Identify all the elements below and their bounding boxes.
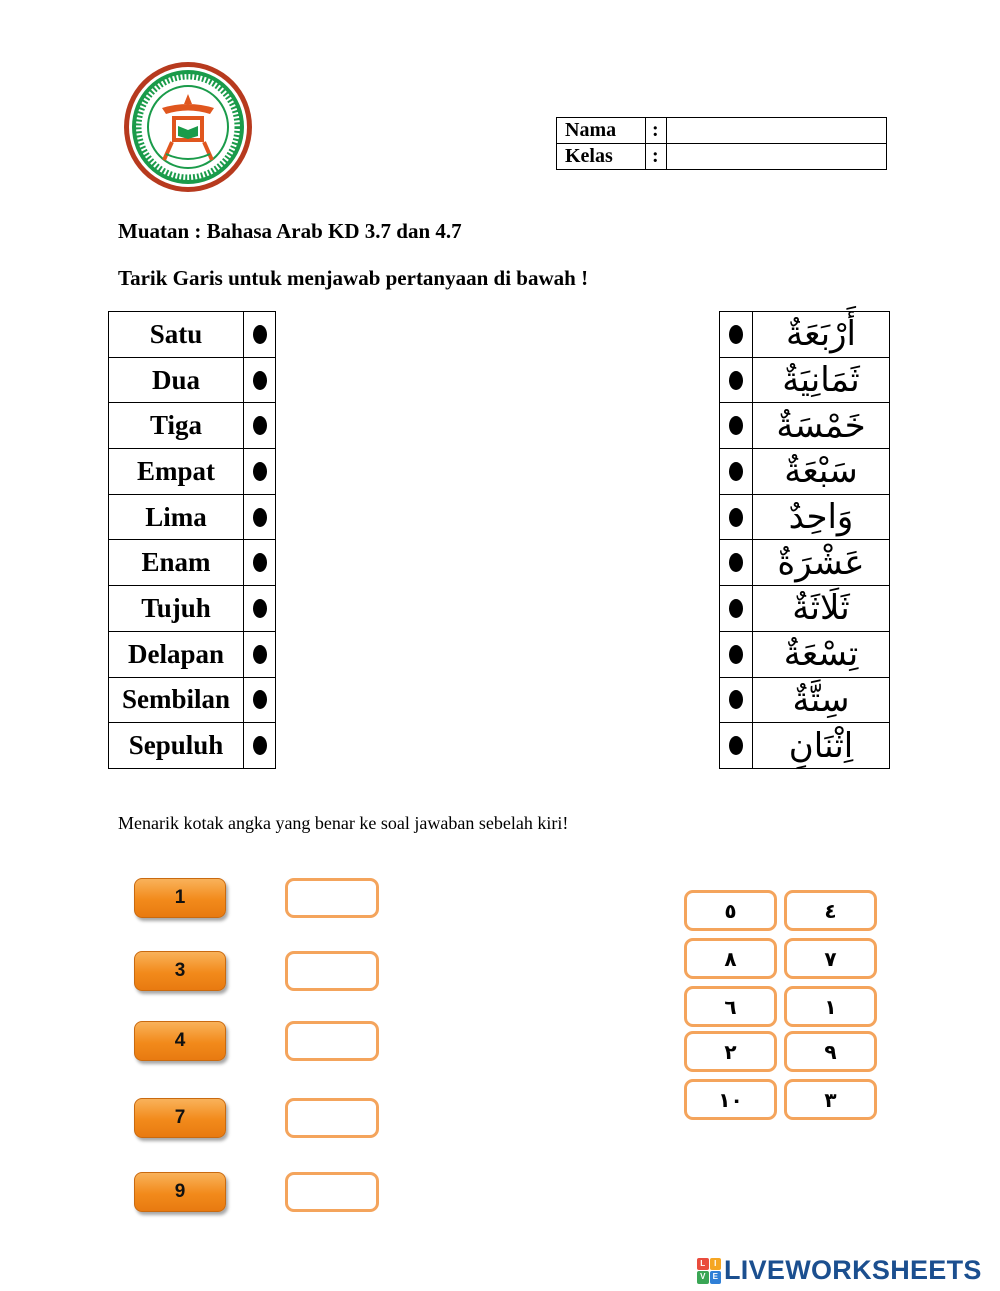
left-row — [109, 357, 276, 403]
right-connector-dot[interactable] — [720, 449, 753, 495]
indonesian-word: Tujuh — [109, 586, 244, 632]
right-row — [720, 677, 890, 723]
left-row — [109, 449, 276, 495]
arabic-word: تِسْعَةٌ — [753, 631, 890, 677]
right-row — [720, 631, 890, 677]
arabic-numbers-table — [719, 311, 890, 769]
right-connector-dot[interactable] — [720, 586, 753, 632]
class-colon: : — [646, 144, 667, 170]
right-row — [720, 312, 890, 358]
arabic-word: أَرْبَعَةٌ — [753, 312, 890, 358]
arabic-numeral-tile[interactable]: ١٠ — [684, 1079, 777, 1120]
class-field[interactable] — [667, 144, 887, 170]
left-connector-dot[interactable] — [244, 540, 276, 586]
arabic-numeral-tile[interactable]: ١ — [784, 986, 877, 1027]
icon-letter: L — [697, 1258, 709, 1271]
right-row — [720, 586, 890, 632]
right-row — [720, 357, 890, 403]
arabic-numeral-tile[interactable]: ٣ — [784, 1079, 877, 1120]
left-row — [109, 540, 276, 586]
indonesian-word: Dua — [109, 357, 244, 403]
arabic-numeral-tile[interactable]: ٨ — [684, 938, 777, 979]
matching-instruction: Tarik Garis untuk menjawab pertanyaan di bawah ! — [118, 266, 589, 290]
right-row — [720, 403, 890, 449]
arabic-numeral-tile[interactable]: ٧ — [784, 938, 877, 979]
number-button[interactable]: 3 — [134, 951, 226, 991]
left-connector-dot[interactable] — [244, 631, 276, 677]
left-connector-dot[interactable] — [244, 586, 276, 632]
right-row — [720, 540, 890, 586]
arabic-word: خَمْسَةٌ — [753, 403, 890, 449]
drag-instruction: Menarik kotak angka yang benar ke soal jawaban sebelah kiri! — [118, 813, 569, 833]
number-button[interactable]: 7 — [134, 1098, 226, 1138]
left-connector-dot[interactable] — [244, 494, 276, 540]
indonesian-word: Lima — [109, 494, 244, 540]
left-row — [109, 677, 276, 723]
answer-drop-zone[interactable] — [285, 951, 379, 991]
right-row — [720, 494, 890, 540]
number-button[interactable]: 4 — [134, 1021, 226, 1061]
left-connector-dot[interactable] — [244, 312, 276, 358]
arabic-word: ثَمَانِيَةٌ — [753, 357, 890, 403]
liveworksheets-logo[interactable] — [697, 1255, 982, 1286]
icon-letter: E — [710, 1271, 722, 1284]
left-connector-dot[interactable] — [244, 357, 276, 403]
answer-drop-zone[interactable] — [285, 1172, 379, 1212]
left-row — [109, 494, 276, 540]
liveworksheets-icon — [697, 1258, 721, 1284]
class-row — [557, 144, 887, 170]
right-connector-dot[interactable] — [720, 403, 753, 449]
indonesian-word: Enam — [109, 540, 244, 586]
right-connector-dot[interactable] — [720, 494, 753, 540]
student-identity-table — [556, 117, 887, 170]
left-row — [109, 723, 276, 769]
indonesian-word: Sembilan — [109, 677, 244, 723]
arabic-word: سِتَّةٌ — [753, 677, 890, 723]
subject-line: Muatan : Bahasa Arab KD 3.7 dan 4.7 — [118, 219, 462, 243]
brand-text: LIVEWORKSHEETS — [724, 1255, 982, 1285]
icon-letter: V — [697, 1271, 709, 1284]
left-row — [109, 403, 276, 449]
right-row — [720, 723, 890, 769]
indonesian-word: Tiga — [109, 403, 244, 449]
left-connector-dot[interactable] — [244, 677, 276, 723]
indonesian-word: Delapan — [109, 631, 244, 677]
right-connector-dot[interactable] — [720, 312, 753, 358]
answer-drop-zone[interactable] — [285, 878, 379, 918]
arabic-word: عَشْرَةٌ — [753, 540, 890, 586]
answer-drop-zone[interactable] — [285, 1098, 379, 1138]
right-connector-dot[interactable] — [720, 723, 753, 769]
right-row — [720, 449, 890, 495]
left-connector-dot[interactable] — [244, 449, 276, 495]
answer-drop-zone[interactable] — [285, 1021, 379, 1061]
indonesian-word: Satu — [109, 312, 244, 358]
name-field[interactable] — [667, 118, 887, 144]
number-button[interactable]: 1 — [134, 878, 226, 918]
arabic-numeral-tile[interactable]: ٦ — [684, 986, 777, 1027]
class-label: Kelas — [557, 144, 646, 170]
number-button[interactable]: 9 — [134, 1172, 226, 1212]
name-row — [557, 118, 887, 144]
left-connector-dot[interactable] — [244, 723, 276, 769]
right-connector-dot[interactable] — [720, 677, 753, 723]
right-connector-dot[interactable] — [720, 540, 753, 586]
name-label: Nama — [557, 118, 646, 144]
left-row — [109, 586, 276, 632]
arabic-numeral-tile[interactable]: ٥ — [684, 890, 777, 931]
arabic-word: ثَلَاثَةٌ — [753, 586, 890, 632]
icon-letter: I — [710, 1258, 722, 1271]
left-row — [109, 312, 276, 358]
right-connector-dot[interactable] — [720, 357, 753, 403]
arabic-numeral-tile[interactable]: ٢ — [684, 1031, 777, 1072]
school-logo — [122, 60, 254, 194]
arabic-word: سَبْعَةٌ — [753, 449, 890, 495]
left-row — [109, 631, 276, 677]
right-connector-dot[interactable] — [720, 631, 753, 677]
arabic-numeral-tile[interactable]: ٤ — [784, 890, 877, 931]
indonesian-word: Empat — [109, 449, 244, 495]
indonesian-word: Sepuluh — [109, 723, 244, 769]
arabic-numeral-tile[interactable]: ٩ — [784, 1031, 877, 1072]
indonesian-numbers-table — [108, 311, 276, 769]
arabic-word: وَاحِدٌ — [753, 494, 890, 540]
left-connector-dot[interactable] — [244, 403, 276, 449]
name-colon: : — [646, 118, 667, 144]
arabic-word: اِثْنَانِ — [753, 723, 890, 769]
